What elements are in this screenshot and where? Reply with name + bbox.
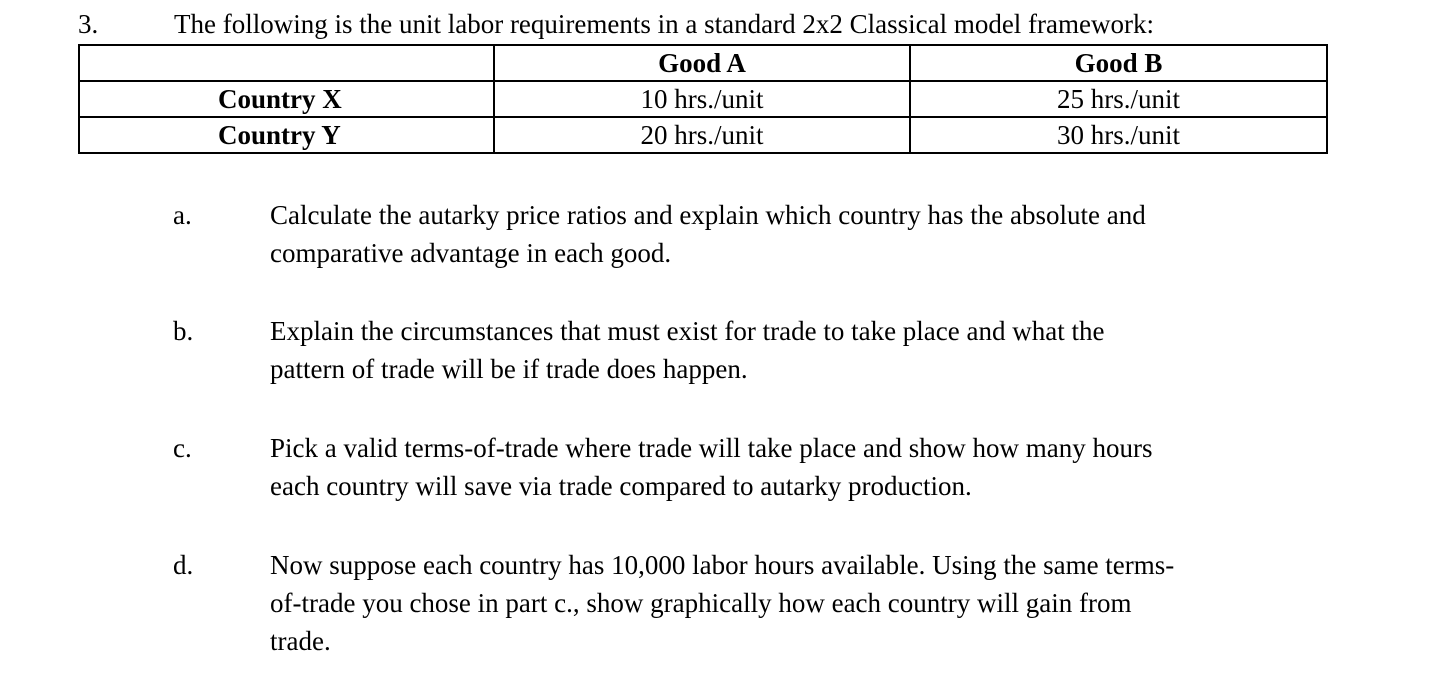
part-text-line: Explain the circumstances that must exist for trade to take place and what the bbox=[270, 316, 1105, 346]
part-text bbox=[270, 546, 1330, 660]
part-text bbox=[270, 196, 1330, 272]
part-text-line: comparative advantage in each good. bbox=[270, 238, 672, 268]
part-text-line: Calculate the autarky price ratios and explain which country has the absolute and bbox=[270, 200, 1146, 230]
part-text-line: trade. bbox=[270, 626, 331, 656]
question-intro: The following is the unit labor requirements in a standard 2x2 Classical model framework: bbox=[174, 9, 1155, 39]
part-text-line: pattern of trade will be if trade does happen. bbox=[270, 354, 748, 384]
part-letter: a. bbox=[173, 200, 192, 230]
table-header-corner bbox=[79, 45, 494, 81]
table-header-row bbox=[79, 45, 1327, 81]
question-number: 3. bbox=[78, 9, 99, 39]
part-text-line: of-trade you chose in part c., show graphically how each country will gain from bbox=[270, 588, 1132, 618]
country-label: Country Y bbox=[79, 117, 494, 153]
labor-requirements-table bbox=[78, 44, 1328, 154]
table-row bbox=[79, 81, 1327, 117]
part-text bbox=[270, 312, 1330, 388]
part-text-line: each country will save via trade compared to autarky production. bbox=[270, 471, 972, 501]
part-text-line: Now suppose each country has 10,000 labor hours available. Using the same terms- bbox=[270, 550, 1175, 580]
table-header-good-a: Good A bbox=[494, 45, 910, 81]
table-cell-good-a: 20 hrs./unit bbox=[494, 117, 910, 153]
table-header-good-b: Good B bbox=[910, 45, 1327, 81]
part-letter: b. bbox=[173, 316, 194, 346]
part-text bbox=[270, 429, 1330, 505]
table-cell-good-b: 30 hrs./unit bbox=[910, 117, 1327, 153]
table-row bbox=[79, 117, 1327, 153]
table-cell-good-b: 25 hrs./unit bbox=[910, 81, 1327, 117]
part-letter: d. bbox=[173, 550, 194, 580]
part-text-line: Pick a valid terms-of-trade where trade will take place and show how many hours bbox=[270, 433, 1153, 463]
table-cell-good-a: 10 hrs./unit bbox=[494, 81, 910, 117]
country-label: Country X bbox=[79, 81, 494, 117]
part-letter: c. bbox=[173, 433, 192, 463]
